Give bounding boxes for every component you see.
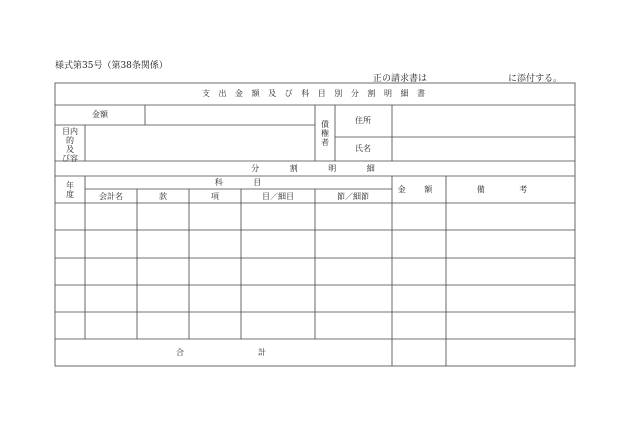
purpose-label: 目内 的 及 び容 bbox=[62, 127, 78, 163]
name-label: 氏名 bbox=[355, 144, 371, 153]
breakdown-label: 分 割 明 細 bbox=[251, 164, 389, 173]
amount-label: 金額 bbox=[92, 110, 108, 119]
total-label-right: 計 bbox=[258, 348, 266, 357]
total-label-left: 合 bbox=[176, 348, 184, 357]
attachment-note-part1: 正の請求書は bbox=[373, 74, 428, 84]
address-label: 住所 bbox=[355, 116, 371, 125]
form-number: 様式第35号（第38条関係） bbox=[55, 61, 168, 71]
subject-col-account: 会計名 bbox=[99, 192, 123, 201]
subject-col-setsu: 節／細節 bbox=[337, 192, 369, 201]
table-title: 支 出 金 額 及 び 科 目 別 分 割 明 細 書 bbox=[201, 89, 429, 98]
subject-label: 科 目 bbox=[214, 178, 276, 187]
subject-col-moku: 目／細目 bbox=[262, 192, 294, 201]
subject-col-kan: 款 bbox=[159, 192, 167, 201]
creditor-label: 債 権 者 bbox=[321, 120, 329, 147]
remarks-column-header: 備 考 bbox=[476, 185, 544, 194]
subject-col-kou: 項 bbox=[211, 192, 219, 201]
year-label: 年 度 bbox=[66, 181, 74, 199]
attachment-note-part2: に添付する。 bbox=[508, 74, 563, 84]
amount-column-header: 金 額 bbox=[397, 185, 441, 194]
